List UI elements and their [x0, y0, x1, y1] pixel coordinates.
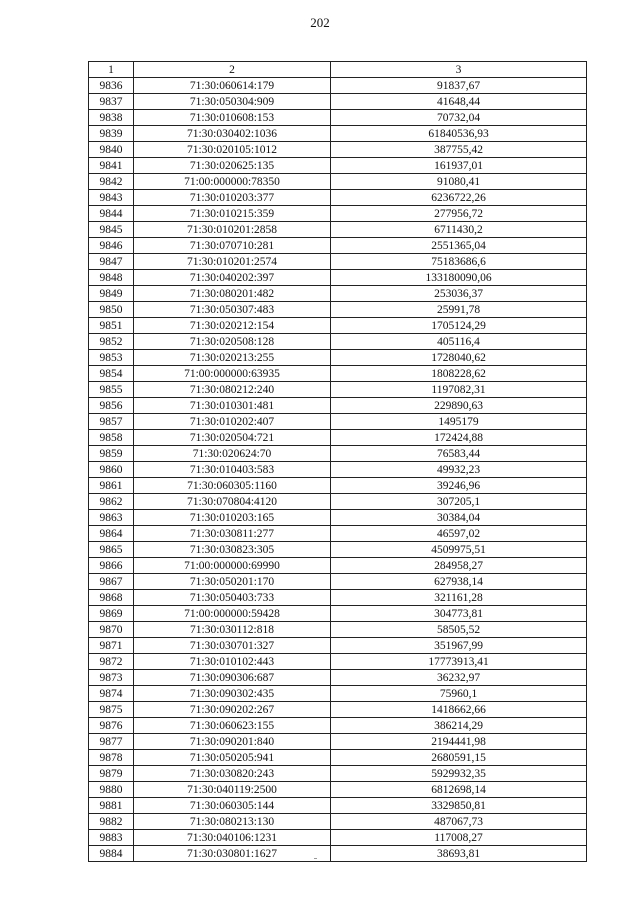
cadastral-value-cell: 91837,67 — [331, 78, 587, 94]
row-number-cell: 9851 — [89, 318, 134, 334]
cadastral-value-cell: 2194441,98 — [331, 734, 587, 750]
table-row — [89, 590, 587, 606]
row-number-cell: 9871 — [89, 638, 134, 654]
cadastral-value-cell: 6812698,14 — [331, 782, 587, 798]
cadastral-value-cell: 36232,97 — [331, 670, 587, 686]
cadastral-number-cell: 71:30:020624:70 — [134, 446, 331, 462]
cadastral-number-cell: 71:30:090302:435 — [134, 686, 331, 702]
row-number-cell: 9860 — [89, 462, 134, 478]
row-number-cell: 9873 — [89, 670, 134, 686]
table-row — [89, 574, 587, 590]
cadastral-value-cell: 25991,78 — [331, 302, 587, 318]
cadastral-value-cell: 39246,96 — [331, 478, 587, 494]
table-row — [89, 94, 587, 110]
cadastral-value-cell: 1705124,29 — [331, 318, 587, 334]
row-number-cell: 9839 — [89, 126, 134, 142]
table-row — [89, 350, 587, 366]
table-row — [89, 78, 587, 94]
cadastral-number-cell: 71:30:030801:1627 — [134, 846, 331, 862]
table-row — [89, 110, 587, 126]
cadastral-value-cell: 49932,23 — [331, 462, 587, 478]
table-row — [89, 174, 587, 190]
cadastral-number-cell: 71:30:060305:144 — [134, 798, 331, 814]
table-row — [89, 446, 587, 462]
table-row — [89, 158, 587, 174]
table-row — [89, 638, 587, 654]
table-row — [89, 718, 587, 734]
table-row — [89, 654, 587, 670]
row-number-cell: 9836 — [89, 78, 134, 94]
cadastral-number-cell: 71:30:080201:482 — [134, 286, 331, 302]
row-number-cell: 9872 — [89, 654, 134, 670]
cadastral-value-cell: 41648,44 — [331, 94, 587, 110]
cadastral-value-cell: 133180090,06 — [331, 270, 587, 286]
cadastral-value-cell: 117008,27 — [331, 830, 587, 846]
cadastral-number-cell: 71:00:000000:63935 — [134, 366, 331, 382]
cadastral-number-cell: 71:30:030402:1036 — [134, 126, 331, 142]
cadastral-value-cell: 304773,81 — [331, 606, 587, 622]
table-row — [89, 430, 587, 446]
cadastral-value-cell: 1495179 — [331, 414, 587, 430]
row-number-cell: 9849 — [89, 286, 134, 302]
row-number-cell: 9845 — [89, 222, 134, 238]
row-number-cell: 9855 — [89, 382, 134, 398]
cadastral-value-cell: 405116,4 — [331, 334, 587, 350]
cadastral-value-cell: 307205,1 — [331, 494, 587, 510]
cadastral-value-cell: 17773913,41 — [331, 654, 587, 670]
table-row — [89, 270, 587, 286]
cadastral-value-cell: 30384,04 — [331, 510, 587, 526]
cadastral-number-cell: 71:30:090201:840 — [134, 734, 331, 750]
cadastral-value-cell: 1808228,62 — [331, 366, 587, 382]
page-number: 202 — [310, 15, 330, 30]
table-row — [89, 510, 587, 526]
table-row — [89, 686, 587, 702]
cadastral-number-cell: 71:30:070804:4120 — [134, 494, 331, 510]
cadastral-value-cell: 277956,72 — [331, 206, 587, 222]
cadastral-number-cell: 71:30:030811:277 — [134, 526, 331, 542]
row-number-cell: 9881 — [89, 798, 134, 814]
table-row — [89, 206, 587, 222]
table-row — [89, 558, 587, 574]
row-number-cell: 9880 — [89, 782, 134, 798]
row-number-cell: 9852 — [89, 334, 134, 350]
cadastral-value-cell: 321161,28 — [331, 590, 587, 606]
cadastral-number-cell: 71:30:010203:165 — [134, 510, 331, 526]
table-row — [89, 798, 587, 814]
cadastral-value-cell: 387755,42 — [331, 142, 587, 158]
table-row — [89, 734, 587, 750]
cadastral-value-cell: 91080,41 — [331, 174, 587, 190]
row-number-cell: 9848 — [89, 270, 134, 286]
row-number-cell: 9877 — [89, 734, 134, 750]
cadastral-number-cell: 71:30:020625:135 — [134, 158, 331, 174]
table-row — [89, 846, 587, 862]
row-number-cell: 9863 — [89, 510, 134, 526]
table-row — [89, 462, 587, 478]
table-row — [89, 142, 587, 158]
row-number-cell: 9844 — [89, 206, 134, 222]
table-row — [89, 254, 587, 270]
table-header-row — [89, 62, 587, 78]
table-row — [89, 526, 587, 542]
row-number-cell: 9862 — [89, 494, 134, 510]
cadastral-number-cell: 71:30:010608:153 — [134, 110, 331, 126]
cadastral-value-cell: 61840536,93 — [331, 126, 587, 142]
row-number-cell: 9876 — [89, 718, 134, 734]
cadastral-number-cell: 71:30:040106:1231 — [134, 830, 331, 846]
cadastral-number-cell: 71:30:070710:281 — [134, 238, 331, 254]
cadastral-number-cell: 71:30:060305:1160 — [134, 478, 331, 494]
cadastral-value-cell: 386214,29 — [331, 718, 587, 734]
row-number-cell: 9874 — [89, 686, 134, 702]
cadastral-number-cell: 71:30:030701:327 — [134, 638, 331, 654]
row-number-cell: 9857 — [89, 414, 134, 430]
cadastral-value-cell: 627938,14 — [331, 574, 587, 590]
cadastral-value-cell: 351967,99 — [331, 638, 587, 654]
cadastral-value-cell: 1197082,31 — [331, 382, 587, 398]
row-number-cell: 9870 — [89, 622, 134, 638]
row-number-cell: 9867 — [89, 574, 134, 590]
cadastral-number-cell: 71:00:000000:78350 — [134, 174, 331, 190]
table-row — [89, 766, 587, 782]
cadastral-number-cell: 71:30:010215:359 — [134, 206, 331, 222]
cadastral-number-cell: 71:30:050201:170 — [134, 574, 331, 590]
row-number-cell: 9861 — [89, 478, 134, 494]
table-row — [89, 382, 587, 398]
table-row — [89, 750, 587, 766]
cadastral-number-cell: 71:30:020105:1012 — [134, 142, 331, 158]
row-number-cell: 9837 — [89, 94, 134, 110]
cadastral-value-cell: 161937,01 — [331, 158, 587, 174]
row-number-cell: 9840 — [89, 142, 134, 158]
column-header-cadastral-number: 2 — [134, 62, 331, 78]
row-number-cell: 9843 — [89, 190, 134, 206]
cadastral-number-cell: 71:30:030820:243 — [134, 766, 331, 782]
column-header-value: 3 — [331, 62, 587, 78]
cadastral-number-cell: 71:30:080212:240 — [134, 382, 331, 398]
cadastral-number-cell: 71:30:050205:941 — [134, 750, 331, 766]
row-number-cell: 9883 — [89, 830, 134, 846]
cadastral-number-cell: 71:30:040202:397 — [134, 270, 331, 286]
cadastral-value-cell: 70732,04 — [331, 110, 587, 126]
table-row — [89, 494, 587, 510]
cadastral-number-cell: 71:00:000000:69990 — [134, 558, 331, 574]
cadastral-number-cell: 71:30:030823:305 — [134, 542, 331, 558]
cadastral-value-cell: 38693,81 — [331, 846, 587, 862]
table-row — [89, 302, 587, 318]
row-number-cell: 9856 — [89, 398, 134, 414]
row-number-cell: 9842 — [89, 174, 134, 190]
cadastral-value-cell: 46597,02 — [331, 526, 587, 542]
row-number-cell: 9864 — [89, 526, 134, 542]
row-number-cell: 9868 — [89, 590, 134, 606]
footer-mark — [314, 858, 317, 859]
row-number-cell: 9875 — [89, 702, 134, 718]
table-row — [89, 398, 587, 414]
cadastral-number-cell: 71:30:010202:407 — [134, 414, 331, 430]
row-number-cell: 9884 — [89, 846, 134, 862]
table-row — [89, 126, 587, 142]
cadastral-value-cell: 172424,88 — [331, 430, 587, 446]
cadastral-number-cell: 71:30:090202:267 — [134, 702, 331, 718]
table-row — [89, 814, 587, 830]
row-number-cell: 9882 — [89, 814, 134, 830]
row-number-cell: 9879 — [89, 766, 134, 782]
cadastral-number-cell: 71:30:040119:2500 — [134, 782, 331, 798]
cadastral-value-cell: 75183686,6 — [331, 254, 587, 270]
table-row — [89, 318, 587, 334]
table-row — [89, 238, 587, 254]
cadastral-number-cell: 71:30:020508:128 — [134, 334, 331, 350]
cadastral-value-cell: 229890,63 — [331, 398, 587, 414]
cadastral-number-cell: 71:30:020212:154 — [134, 318, 331, 334]
row-number-cell: 9878 — [89, 750, 134, 766]
row-number-cell: 9847 — [89, 254, 134, 270]
table-row — [89, 622, 587, 638]
row-number-cell: 9865 — [89, 542, 134, 558]
table-row — [89, 702, 587, 718]
row-number-cell: 9858 — [89, 430, 134, 446]
cadastral-value-cell: 2680591,15 — [331, 750, 587, 766]
table-row — [89, 670, 587, 686]
cadastral-value-cell: 6711430,2 — [331, 222, 587, 238]
cadastral-number-cell: 71:30:010301:481 — [134, 398, 331, 414]
table-row — [89, 222, 587, 238]
cadastral-number-cell: 71:30:050307:483 — [134, 302, 331, 318]
cadastral-number-cell: 71:30:020213:255 — [134, 350, 331, 366]
cadastral-value-table — [88, 61, 587, 862]
row-number-cell: 9846 — [89, 238, 134, 254]
cadastral-value-cell: 284958,27 — [331, 558, 587, 574]
cadastral-number-cell: 71:30:060614:179 — [134, 78, 331, 94]
row-number-cell: 9853 — [89, 350, 134, 366]
table-row — [89, 830, 587, 846]
cadastral-number-cell: 71:00:000000:59428 — [134, 606, 331, 622]
row-number-cell: 9854 — [89, 366, 134, 382]
table-row — [89, 190, 587, 206]
cadastral-number-cell: 71:30:010102:443 — [134, 654, 331, 670]
cadastral-value-cell: 1728040,62 — [331, 350, 587, 366]
cadastral-value-cell: 76583,44 — [331, 446, 587, 462]
cadastral-number-cell: 71:30:030112:818 — [134, 622, 331, 638]
cadastral-value-cell: 6236722,26 — [331, 190, 587, 206]
cadastral-number-cell: 71:30:090306:687 — [134, 670, 331, 686]
table-row — [89, 286, 587, 302]
cadastral-value-cell: 75960,1 — [331, 686, 587, 702]
column-header-number: 1 — [89, 62, 134, 78]
table-row — [89, 334, 587, 350]
cadastral-number-cell: 71:30:010403:583 — [134, 462, 331, 478]
row-number-cell: 9850 — [89, 302, 134, 318]
table-row — [89, 606, 587, 622]
cadastral-number-cell: 71:30:060623:155 — [134, 718, 331, 734]
row-number-cell: 9866 — [89, 558, 134, 574]
cadastral-value-cell: 58505,52 — [331, 622, 587, 638]
cadastral-value-cell: 2551365,04 — [331, 238, 587, 254]
row-number-cell: 9869 — [89, 606, 134, 622]
cadastral-value-cell: 3329850,81 — [331, 798, 587, 814]
table-body — [89, 78, 587, 862]
cadastral-value-cell: 487067,73 — [331, 814, 587, 830]
table-row — [89, 542, 587, 558]
cadastral-number-cell: 71:30:010203:377 — [134, 190, 331, 206]
cadastral-value-cell: 5929932,35 — [331, 766, 587, 782]
table-row — [89, 366, 587, 382]
cadastral-value-cell: 1418662,66 — [331, 702, 587, 718]
table-row — [89, 478, 587, 494]
table-row — [89, 414, 587, 430]
cadastral-number-cell: 71:30:050304:909 — [134, 94, 331, 110]
cadastral-number-cell: 71:30:050403:733 — [134, 590, 331, 606]
cadastral-number-cell: 71:30:010201:2858 — [134, 222, 331, 238]
row-number-cell: 9841 — [89, 158, 134, 174]
cadastral-number-cell: 71:30:010201:2574 — [134, 254, 331, 270]
cadastral-value-cell: 4509975,51 — [331, 542, 587, 558]
cadastral-number-cell: 71:30:080213:130 — [134, 814, 331, 830]
row-number-cell: 9838 — [89, 110, 134, 126]
table-row — [89, 782, 587, 798]
cadastral-number-cell: 71:30:020504:721 — [134, 430, 331, 446]
cadastral-value-cell: 253036,37 — [331, 286, 587, 302]
row-number-cell: 9859 — [89, 446, 134, 462]
